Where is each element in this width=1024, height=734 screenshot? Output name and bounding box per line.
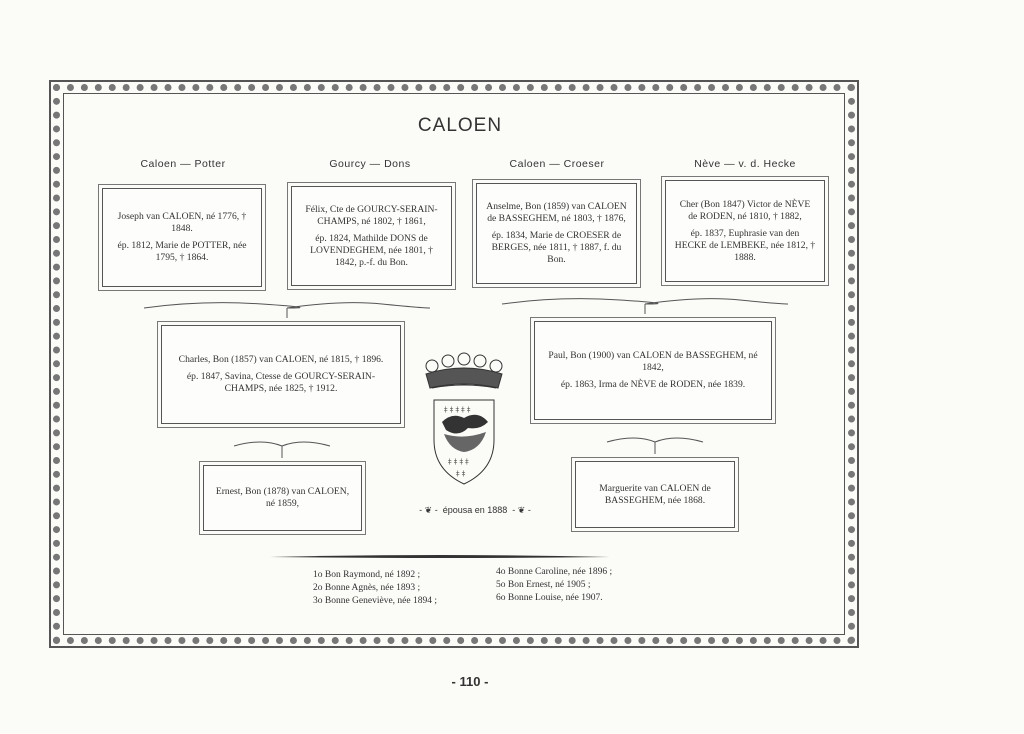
box-text-line: ép. 1824, Mathilde DONS de LOVENDEGHEM, née 1801, † 1842, p.-f. du Bon. [310, 232, 433, 268]
box-text-line: Anselme, Bon (1859) van CALOEN de BASSEGHEM, né 1803, † 1876, [486, 201, 627, 224]
box-text-line: Charles, Bon (1857) van CALOEN, né 1815, † 1896. [178, 354, 384, 365]
heading-caloen-potter: Caloen — Potter [140, 158, 226, 170]
child-item: 1o Bon Raymond, né 1892 ; [313, 570, 421, 580]
box-text-line: Ernest, Bon (1878) van CALOEN, né 1859, [215, 486, 350, 509]
connector-brace [500, 292, 790, 302]
family-box-ernest [203, 465, 362, 531]
child-item: 4o Bonne Caroline, née 1896 ; [496, 567, 613, 577]
box-text-line: Félix, Cte de GOURCY-SERAIN-CHAMPS, né 1802, † 1861, [305, 203, 438, 227]
box-text-line: ép. 1812, Marie de POTTER, née 1795, † 1864. [117, 240, 247, 263]
svg-text:‡ ‡ ‡ ‡ ‡: ‡ ‡ ‡ ‡ ‡ [444, 406, 471, 414]
family-box-charles [161, 325, 401, 424]
child-item: 6o Bonne Louise, née 1907. [496, 593, 603, 603]
dot-ornament: - [480, 674, 489, 689]
box-text-line: ép. 1863, Irma de NÈVE de RODEN, née 1839. [560, 379, 746, 390]
ornament-icon: - ❦ - [419, 505, 438, 515]
marriage-text: épousa en 1888 [442, 505, 508, 515]
ornamental-rule [270, 548, 610, 556]
svg-text:‡ ‡ ‡ ‡: ‡ ‡ ‡ ‡ [448, 458, 469, 466]
connector-brace [605, 432, 705, 442]
family-box-gourcy-dons [291, 186, 452, 286]
ornament-icon: - ❦ - [512, 505, 531, 515]
box-text-line: Paul, Bon (1900) van CALOEN de BASSEGHEM, né 1842, [548, 350, 758, 373]
connector-brace [232, 436, 332, 446]
box-text-line: ép. 1847, Savina, Ctesse de GOURCY-SERAIN-CHAMPS, née 1825, † 1912. [186, 371, 376, 394]
box-text-line: Cher (Bon 1847) Victor de NÈVE de RODEN, né 1810, † 1882, [679, 198, 811, 222]
heading-neve-hecke: Nève — v. d. Hecke [694, 158, 796, 170]
box-text-line: Joseph van CALOEN, né 1776, † 1848. [117, 211, 247, 234]
child-item: 2o Bonne Agnès, née 1893 ; [313, 583, 421, 593]
page-number [430, 674, 510, 689]
family-box-paul [534, 321, 772, 420]
family-box-neve-hecke [665, 180, 825, 282]
child-item: 5o Bon Ernest, né 1905 ; [496, 580, 591, 590]
marriage-note [395, 505, 555, 516]
heading-gourcy-dons: Gourcy — Dons [329, 158, 411, 170]
svg-text:‡ ‡: ‡ ‡ [456, 470, 466, 478]
children-list-left [313, 569, 437, 608]
box-text-line: ép. 1834, Marie de CROESER de BERGES, née 1811, † 1887, f. du Bon. [491, 230, 622, 265]
dot-ornament: - [451, 674, 460, 689]
family-box-marguerite [575, 461, 735, 528]
child-item: 3o Bonne Geneviève, née 1894 ; [313, 596, 437, 606]
children-list-right [496, 566, 612, 605]
heading-caloen-croeser: Caloen — Croeser [509, 158, 605, 170]
coat-of-arms-image [418, 352, 510, 490]
connector-brace [142, 296, 432, 306]
family-box-caloen-potter [102, 188, 262, 287]
box-text-line: ép. 1837, Euphrasie van den HECKE de LEMBEKE, née 1812, † 1888. [674, 227, 816, 263]
box-text-line: Marguerite van CALOEN de BASSEGHEM, née 1868. [599, 482, 711, 506]
page-title: CALOEN [417, 115, 503, 136]
page-number-value: 110 [459, 674, 481, 689]
family-box-caloen-croeser [476, 183, 637, 284]
